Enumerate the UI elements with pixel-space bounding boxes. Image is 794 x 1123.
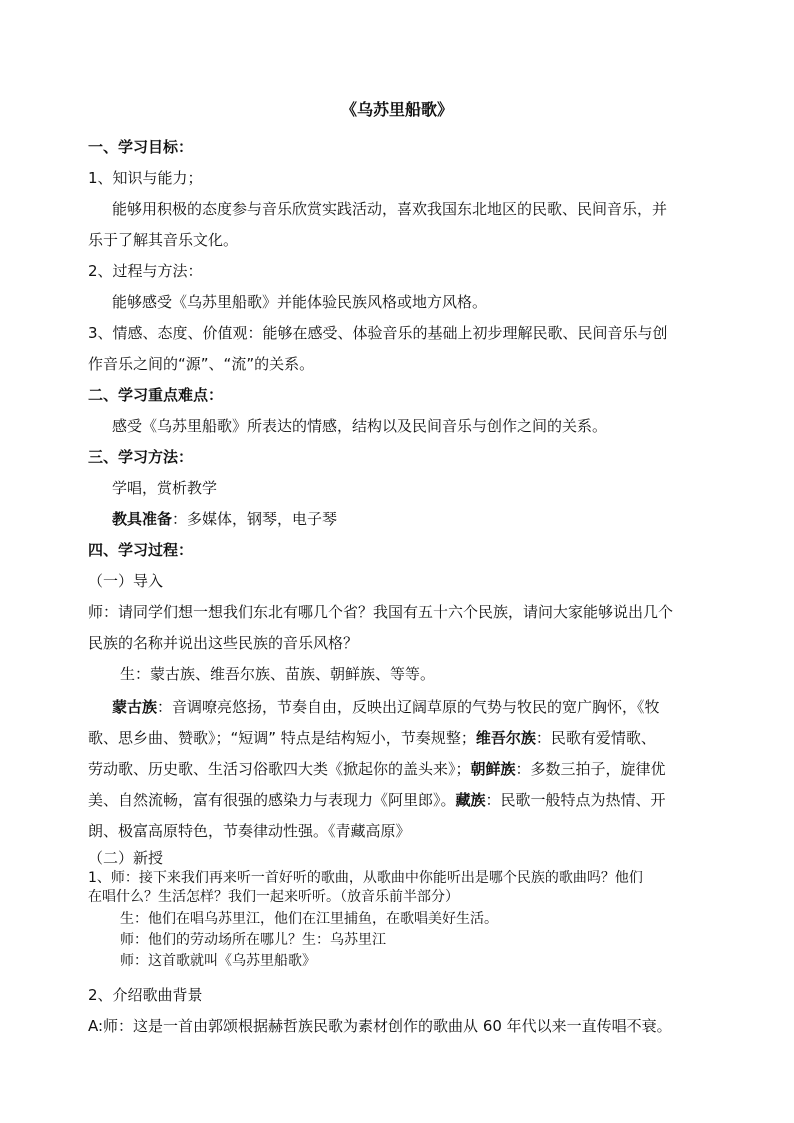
section-3-text: 学唱，赏析教学 [112, 479, 218, 497]
ethnic-style-line-2 [88, 728, 656, 748]
ethnic-style-line-4 [88, 790, 666, 810]
section-1-item-3: 3、情感、态度、价值观：能够在感受、体验音乐的基础上初步理解民歌、民间音乐与创 [88, 324, 668, 342]
new-lesson-1-cont [88, 888, 459, 907]
student-answer: 生：蒙古族、维吾尔族、苗族、朝鲜族、等等。 [120, 665, 436, 683]
section-3-heading: 三、学习方法： [88, 448, 194, 466]
section-1-item-1-text-cont: 乐于了解其音乐文化。 [88, 231, 239, 249]
teaching-tools-label: 教具准备 [112, 510, 173, 528]
new-lesson-teacher-question: 师：他们的劳动场所在哪儿？生：乌苏里江 [120, 932, 386, 948]
document-title: 《乌苏里船歌》 [340, 100, 453, 119]
section-4-heading: 四、学习过程： [88, 541, 194, 559]
teacher-question: 师：请同学们想一想我们东北有哪几个省？我国有五十六个民族，请问大家能够说出几个 [88, 603, 674, 621]
tibet-label: 藏族 [455, 791, 486, 809]
uyghur-text: ：民歌有爱情歌、 [535, 729, 656, 747]
ethnic-style-text-2: 歌、思乡曲、赞歌》；“短调” 特点是结构短小，节奏规整； [88, 729, 476, 747]
new-lesson-2: 2、介绍歌曲背景 [88, 986, 203, 1004]
new-lesson-1-cont-text: 在唱什么？生活怎样？我们一起来听听。（放音乐前半部分） [88, 889, 459, 905]
ethnic-style-line-3 [88, 759, 666, 779]
subsection-new-lesson: （二）新授 [88, 849, 164, 867]
mongol-text: ：音调嘹亮悠扬，节奏自由，反映出辽阔草原的气势与牧民的宽广胸怀，《牧 [157, 698, 660, 716]
ethnic-style-line-5: 朗、极富高原特色，节奏律动性强。《青藏高原》 [88, 822, 411, 840]
section-1-item-2: 2、过程与方法： [88, 262, 203, 280]
section-1-item-2-text: 能够感受《乌苏里船歌》并能体验民族风格或地方风格。 [112, 293, 488, 311]
section-1-item-1-text: 能够用积极的态度参与音乐欣赏实践活动，喜欢我国东北地区的民歌、民间音乐，并 [112, 200, 668, 218]
ethnic-style-text-3: 劳动歌、历史歌、生活习俗歌四大类《掀起你的盖头来》； [88, 760, 471, 778]
section-2-heading: 二、学习重点难点： [88, 386, 224, 404]
korean-text: ：多数三拍子，旋律优 [515, 760, 666, 778]
section-1-item-1: 1、知识与能力； [88, 169, 203, 187]
uyghur-label: 维吾尔族 [475, 729, 536, 747]
tibet-text: ：民歌一般特点为热情、开 [485, 791, 666, 809]
new-lesson-2-a: A:师：这是一首由郭颂根据赫哲族民歌为素材创作的歌曲从 60 年代以来一直传唱不衰。 [88, 1017, 672, 1035]
ethnic-style-line-1 [112, 697, 660, 717]
teaching-tools-text: ：多媒体，钢琴，电子琴 [172, 510, 338, 528]
ethnic-style-text-4: 美、自然流畅，富有很强的感染力与表现力《阿里郎》。 [88, 791, 456, 809]
korean-label: 朝鲜族 [470, 760, 516, 778]
section-2-text: 感受《乌苏里船歌》所表达的情感，结构以及民间音乐与创作之间的关系。 [112, 417, 608, 435]
subsection-intro: （一）导入 [88, 572, 164, 590]
new-lesson-1: 1、师：接下来我们再来听一首好听的歌曲，从歌曲中你能听出是哪个民族的歌曲吗？他们 [88, 870, 643, 886]
section-1-item-3-cont: 作音乐之间的“源”、“流”的关系。 [88, 355, 315, 373]
teaching-tools [112, 509, 337, 529]
mongol-label: 蒙古族 [112, 698, 158, 716]
section-1-heading: 一、学习目标： [88, 138, 194, 156]
teacher-question-cont: 民族的名称并说出这些民族的音乐风格？ [88, 634, 359, 652]
new-lesson-teacher-song: 师：这首歌就叫《乌苏里船歌》 [120, 953, 316, 969]
new-lesson-student: 生：他们在唱乌苏里江，他们在江里捕鱼，在歌唱美好生活。 [120, 911, 498, 927]
